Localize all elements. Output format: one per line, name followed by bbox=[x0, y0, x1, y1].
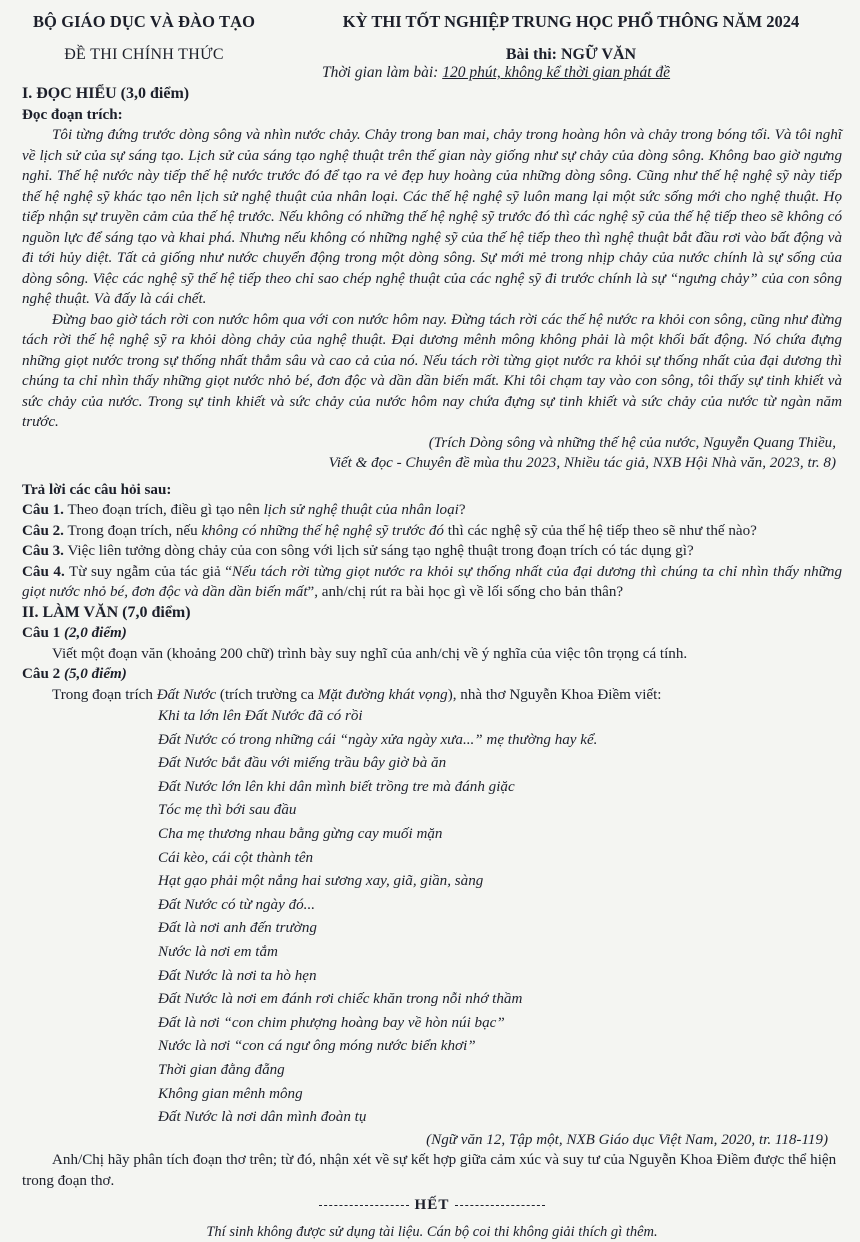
question-italic: lịch sử nghệ thuật của nhân loại bbox=[263, 502, 459, 518]
question-number: Câu 3. bbox=[22, 543, 64, 559]
poem-line: Cha mẹ thương nhau bằng gừng cay muối mặn bbox=[158, 825, 443, 842]
part2-title: II. LÀM VĂN (7,0 điểm) bbox=[22, 603, 191, 621]
poem-line: Hạt gạo phải một nắng hai sương xay, giã, giần, sàng bbox=[158, 873, 484, 890]
question-text: Từ suy ngẫm của tác giả “ bbox=[64, 563, 232, 580]
poem-source: (Ngữ văn 12, Tập một, NXB Giáo dục Việt Nam, 2020, tr. 118-119) bbox=[426, 1131, 828, 1148]
ministry-name: BỘ GIÁO DỤC VÀ ĐÀO TẠO bbox=[32, 12, 256, 31]
writing-q1-text: Viết một đoạn văn (khoảng 200 chữ) trình bày suy nghĩ của anh/chị về ý nghĩa của việc tôn trọng cá tính. bbox=[52, 645, 688, 662]
read-label: Đọc đoạn trích: bbox=[22, 106, 123, 123]
writing-q2-task: Anh/Chị hãy phân tích đoạn thơ trên; từ đó, nhận xét về sự kết hợp giữa cảm xúc và suy tư của Nguyễn Khoa Điềm được thể hiện trong đoạn thơ. bbox=[22, 1152, 837, 1189]
writing-q1-points: (2,0 điểm) bbox=[63, 625, 127, 641]
question-3 bbox=[22, 541, 842, 562]
passage-paragraph-2: Đừng bao giờ tách rời con nước hôm qua với con nước hôm nay. Đừng tách rời các thế hệ nước ra khỏi con sông, cũng như đừng tách rời thế hệ nghệ sỹ ra khỏi dòng chảy của nghệ thuật. Đại dương mênh mông không phải là một khối bất động. Nó chứa đựng những giọt nước trong sự thống nhất thẳm sâu và cao cả của nó. Nếu tách rời từng giọt nước ra khỏi sự thống nhất của đại dương thì chúng ta chỉ nhìn thấy những giọt nước nhỏ bé, đơn độc và dần dần biến mất. Khi tôi chạm tay vào con sông, tôi thấy sự tinh khiết và sức chảy của nước. Trong sự tinh khiết và sức chảy của nước hôm nay chứa đựng sự tinh khiết và sức chảy của nước từ ngàn năm trước. bbox=[22, 311, 842, 430]
writing-q1-label: Câu 1 bbox=[22, 625, 64, 641]
writing-q2-intro bbox=[22, 685, 842, 706]
question-text-end: ? bbox=[458, 502, 466, 518]
question-text-end: thì các nghệ sỹ của thế hệ tiếp theo sẽ như thế nào? bbox=[443, 522, 757, 539]
poem-line: Không gian mênh mông bbox=[158, 1085, 303, 1102]
poem-line: Đất Nước là nơi em đánh rơi chiếc khăn trong nỗi nhớ thầm bbox=[158, 991, 523, 1008]
poem-line: Đất Nước có trong những cái “ngày xửa ngày xưa...” mẹ thường hay kể. bbox=[158, 731, 598, 748]
poem-line: Đất là nơi anh đến trường bbox=[158, 920, 317, 937]
poem-line: Khi ta lớn lên Đất Nước đã có rồi bbox=[158, 708, 363, 724]
exam-name: KỲ THI TỐT NGHIỆP TRUNG HỌC PHỔ THÔNG NĂM 2024 bbox=[342, 12, 800, 31]
question-text: Trong đoạn trích, nếu bbox=[63, 522, 202, 539]
footer-note: Thí sinh không được sử dụng tài liệu. Cán bộ coi thi không giải thích gì thêm. bbox=[206, 1223, 658, 1240]
subject-label: Bài thi: NGỮ VĂN bbox=[505, 46, 637, 63]
intro-work-title: Đất Nước bbox=[156, 686, 217, 703]
intro-text: ), nhà thơ Nguyễn Khoa Điềm viết: bbox=[447, 686, 662, 703]
passage-source-2: Viết & đọc - Chuyên đề mùa thu 2023, Nhiều tác giả, NXB Hội Nhà văn, 2023, tr. 8) bbox=[328, 455, 836, 471]
poem-line: Cái kèo, cái cột thành tên bbox=[158, 849, 314, 866]
end-dash-right bbox=[455, 1205, 545, 1206]
end-dash-left bbox=[319, 1205, 409, 1206]
question-text: Việc liên tưởng dòng chảy của con sông với lịch sử sáng tạo nghệ thuật trong đoạn trích có tác dụng gì? bbox=[63, 543, 694, 559]
writing-q2-title bbox=[22, 664, 842, 685]
intro-text: (trích trường ca bbox=[216, 686, 318, 703]
time-line bbox=[322, 64, 670, 82]
writing-q2-points: (5,0 điểm) bbox=[63, 666, 127, 682]
poem-excerpt bbox=[158, 705, 842, 1130]
question-4 bbox=[22, 562, 842, 603]
question-number: Câu 1. bbox=[22, 502, 64, 518]
poem-line: Tóc mẹ thì bới sau đầu bbox=[158, 802, 297, 819]
poem-line: Đất Nước là nơi ta hò hẹn bbox=[158, 967, 317, 984]
poem-line: Nước là nơi em tắm bbox=[158, 943, 278, 960]
question-number: Câu 4. bbox=[22, 563, 65, 580]
time-prefix: Thời gian làm bài: bbox=[322, 64, 443, 81]
question-text: Theo đoạn trích, điều gì tạo nên bbox=[63, 502, 264, 518]
poem-line: Đất là nơi “con chim phượng hoàng bay về hòn núi bạc” bbox=[158, 1014, 505, 1031]
question-text-end: ”, anh/chị rút ra bài học gì về lối sống cho bản thân? bbox=[307, 584, 624, 600]
writing-q1-title bbox=[22, 623, 842, 644]
poem-line: Nước là nơi “con cá ngư ông móng nước biển khơi” bbox=[158, 1038, 476, 1055]
writing-q2-label: Câu 2 bbox=[22, 666, 64, 682]
poem-line: Đất Nước là nơi dân mình đoàn tụ bbox=[158, 1109, 367, 1126]
answer-label: Trả lời các câu hỏi sau: bbox=[22, 481, 172, 498]
passage-source-1: (Trích Dòng sông và những thế hệ của nước, Nguyễn Quang Thiều, bbox=[428, 434, 836, 451]
question-1 bbox=[22, 500, 842, 521]
question-italic: không có những thế hệ nghệ sỹ trước đó bbox=[201, 522, 444, 539]
question-2 bbox=[22, 521, 842, 542]
intro-epic-title: Mặt đường khát vọng bbox=[317, 686, 448, 703]
poem-line: Thời gian đằng đẵng bbox=[158, 1061, 285, 1078]
header-left bbox=[14, 12, 274, 64]
passage-paragraph-1: Tôi từng đứng trước dòng sông và nhìn nước chảy. Chảy trong ban mai, chảy trong hoàng hôn và chảy trong bóng tối. Và tôi nghĩ về lịch sử của sự sáng tạo. Lịch sử của sáng tạo nghệ thuật trên thế gian này giống như sự chảy của dòng sông. Không bao giờ ngưng nghỉ. Thế hệ nước này tiếp thế hệ nước trước đó để tạo ra vẻ đẹp huy hoàng của những dòng sông. Cũng như thế hệ nghệ sỹ này tiếp thế hệ nghệ sỹ khác tạo nên lịch sử nghệ thuật của nhân loại. Các thế hệ nghệ sỹ luôn mang lại một sức sống mới cho nghệ thuật. Họ tiếp nhận sự truyền cảm của thế hệ trước. Nếu không có những thế hệ nghệ sỹ trước đó thì các nghệ sỹ của thế hệ tiếp theo sẽ không có nguồn lực để sáng tạo và khai phá. Nhưng nếu không có những nghệ sỹ của thế hệ tiếp theo thì nghệ thuật bắt đầu rơi vào bất động và đi tới hủy diệt. Tất cả giống như nước chuyển động trong một dòng sông. Sự mới mẻ trong nhịp chảy của nước chính là sự sống của dòng sông. Việc các nghệ sỹ thế hệ tiếp theo chỉ sao chép nghệ thuật của các nghệ sỹ đi trước chính là sự “ngưng chảy” của con sông nghệ thuật. Và đấy là cái chết. bbox=[22, 127, 842, 307]
exam-body bbox=[22, 84, 842, 1242]
header-right bbox=[288, 12, 854, 64]
poem-line: Đất Nước có từ ngày đó... bbox=[158, 896, 315, 913]
intro-text: Trong đoạn trích bbox=[52, 686, 157, 703]
question-italic: Nếu tách rời từng giọt nước ra khỏi sự thống nhất của đại dương thì chúng ta chỉ nhìn thấy những giọt nước nhỏ bé, đơn độc và dần dần biến mất bbox=[22, 563, 842, 600]
end-label: HẾT bbox=[414, 1197, 450, 1214]
poem-line: Đất Nước lớn lên khi dân mình biết trồng tre mà đánh giặc bbox=[158, 778, 515, 795]
poem-line: Đất Nước bắt đầu với miếng trầu bây giờ bà ăn bbox=[158, 755, 447, 772]
official-label: ĐỀ THI CHÍNH THỨC bbox=[64, 46, 224, 63]
time-value: 120 phút, không kể thời gian phát đề bbox=[442, 64, 671, 81]
part1-title: I. ĐỌC HIỂU (3,0 điểm) bbox=[22, 85, 190, 102]
question-number: Câu 2. bbox=[22, 522, 64, 539]
end-marker bbox=[22, 1195, 842, 1216]
